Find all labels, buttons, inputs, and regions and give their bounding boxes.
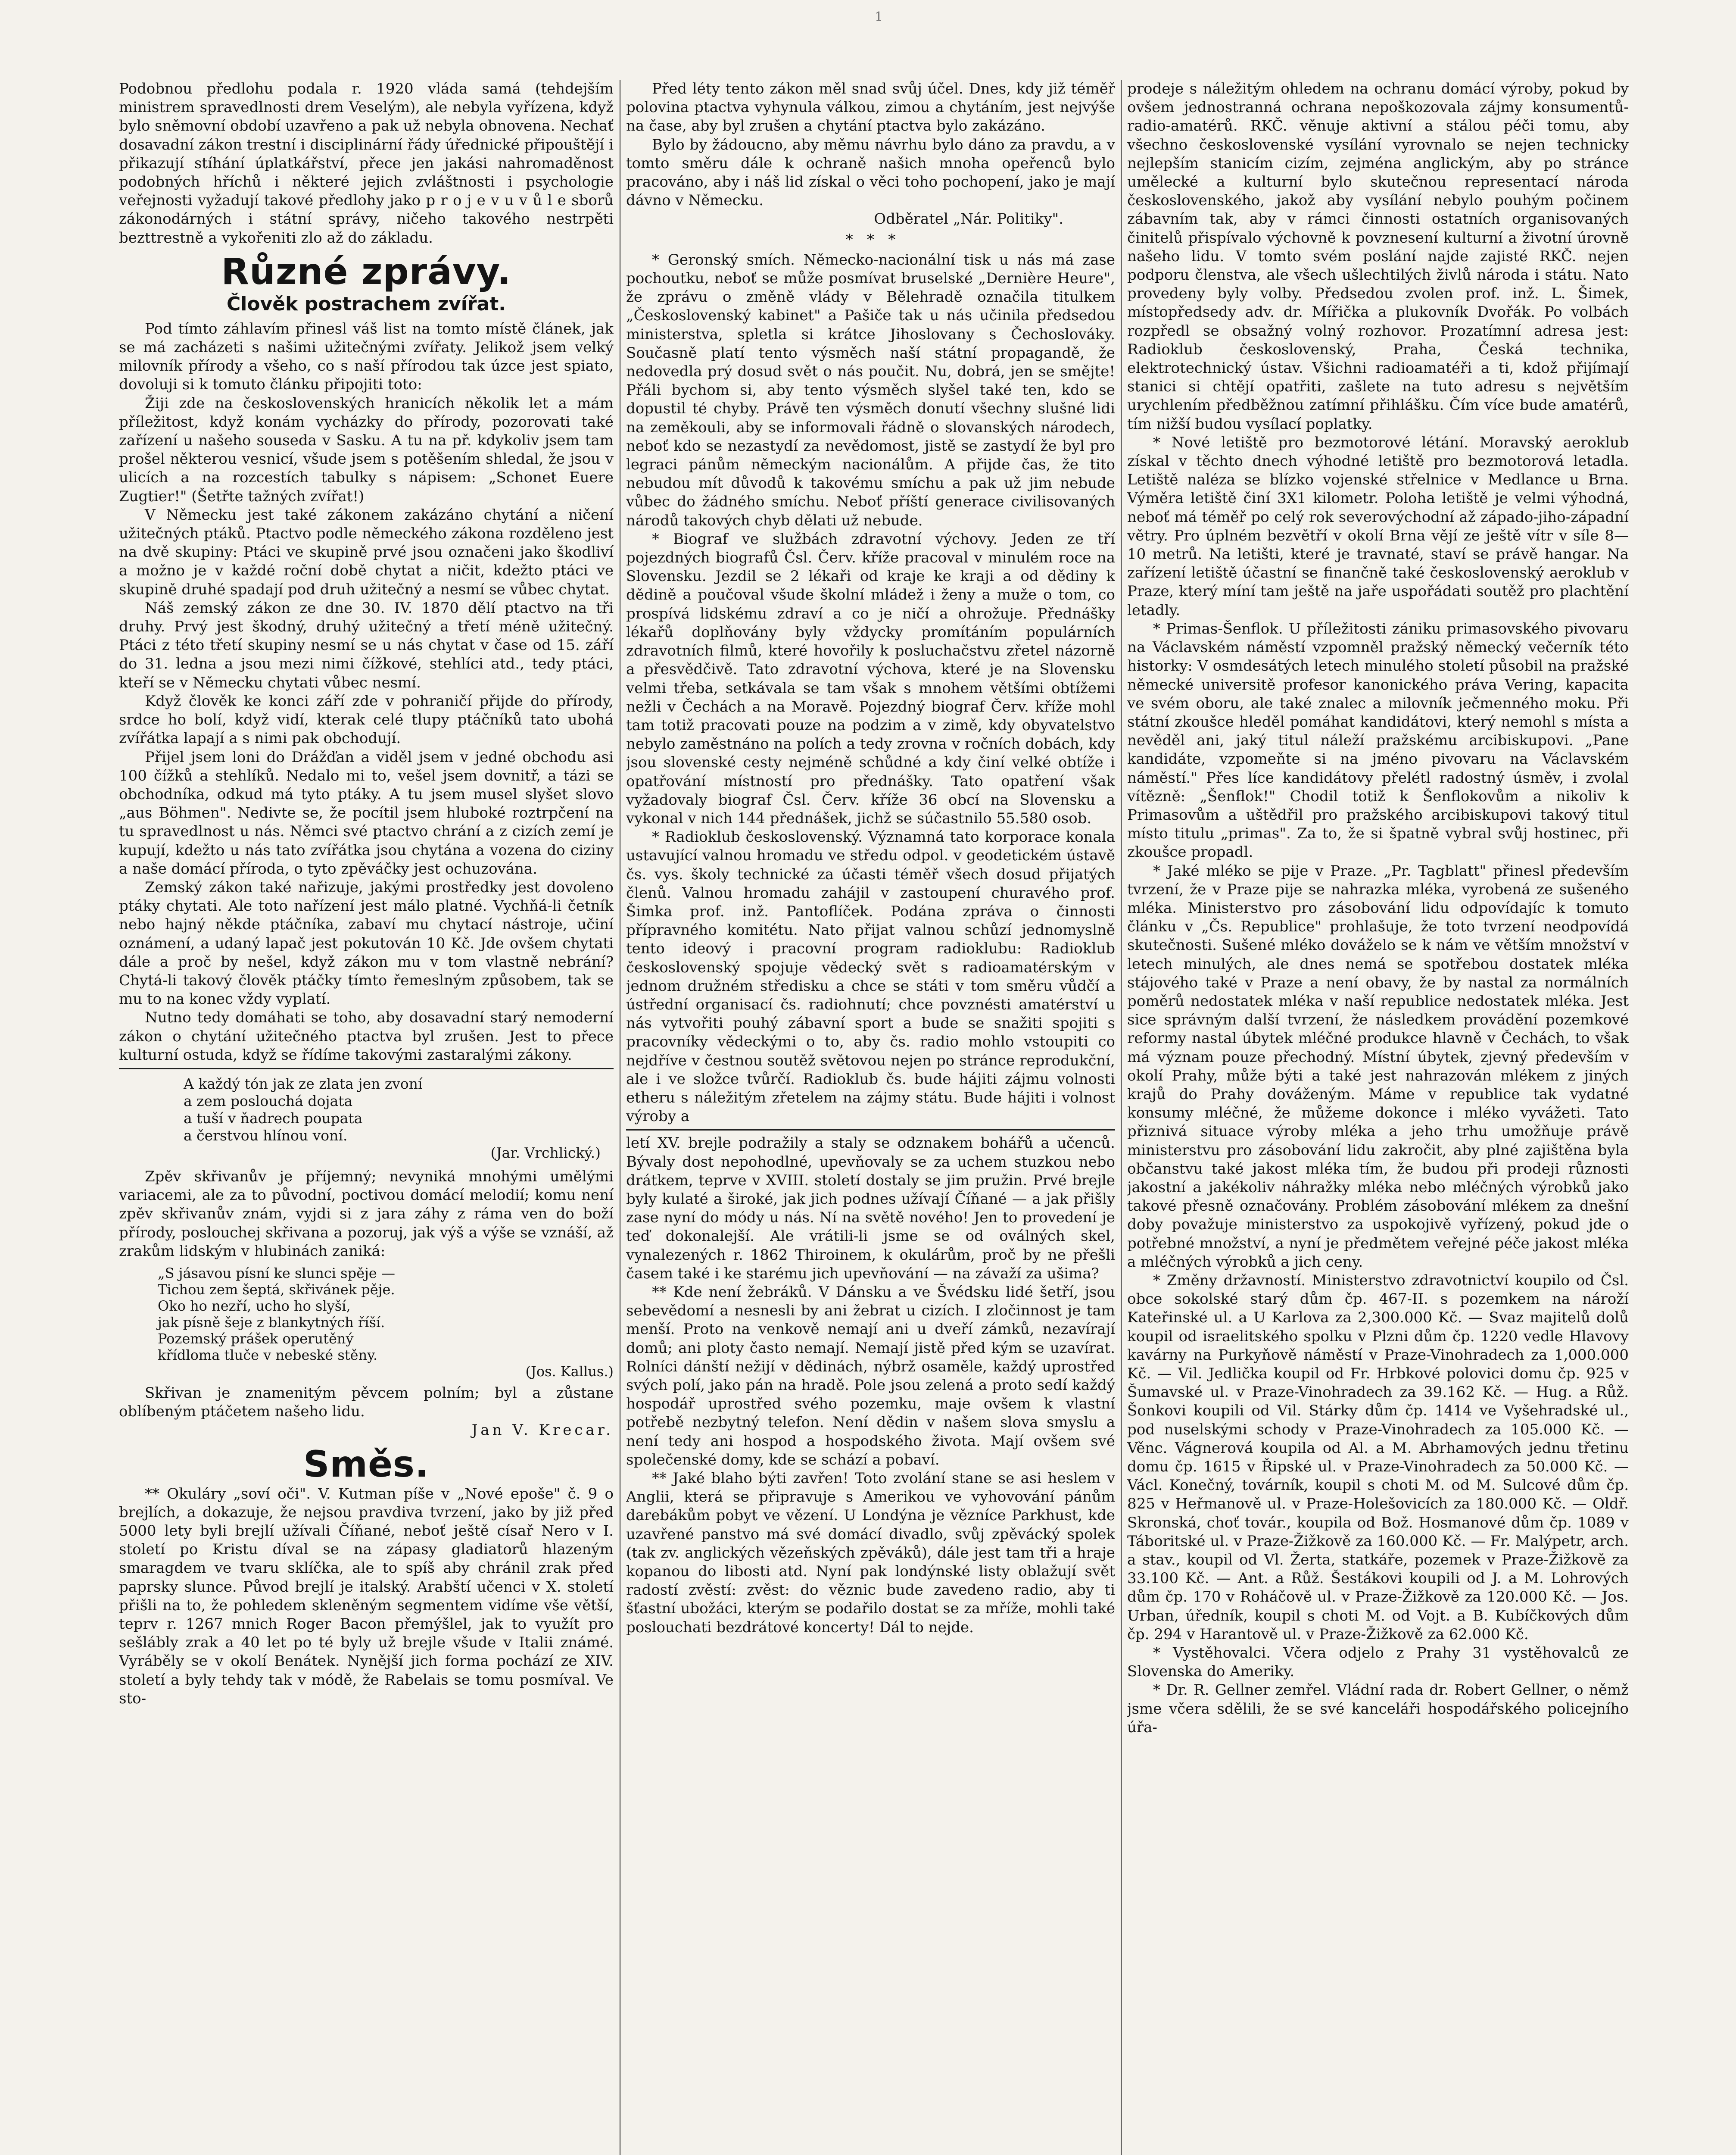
news-item: ** Jaké blaho býti zavřen! Toto zvolání stane se asi heslem v Anglii, která se připravuje s Amerikou ve vyhovování pánům darebákům pobyt ve vězení. U Londýna je vězníce Parkhust, kde uzavřené panstvo má své domácí divadlo, svůj zpěvácký spolek (tak zv. anglických vězeňských zpěváků), dále jest tam tři a hraje kopanou do libosti atd. Nyní pak londýnské listy oblažují svět radostí zvěstí: zvěst: do věznic bude zavedeno radio, aby ti šťastní ubožáci, kterým se podařilo dostat se za mříže, mohli také poslouchati bezdrátové koncerty! Dál to nejde. <box>626 1470 1115 1636</box>
poem-vrchlicky <box>184 1075 614 1162</box>
article-paragraph: ** Okuláry „soví oči". V. Kutman píše v „Nové epoše" č. 9 o brejlích, a dokazuje, že nejsou pravdiva tvrzení, jako by již před 5000 lety byli brejlí užívali Číňané, neboť ještě císař Nero v I. století po Kristu díval se na zápasy gladiatorů hlazeným smaragdem ve tvaru sklíčka, ale to spíš aby chránil zrak před paprsky slunce. Původ brejlí je italský. Arabští učenci v X. století přišli na to, že pohledem skleněným segmentem vidíme vše větší, teprv r. 1267 mnich Roger Bacon přemýšlel, jak to využít pro sešlábly zrak a 40 let po té byly už brejle všude v Italii známé. Vyráběly se v okolí Benátek. Nynější jich forma pochází ze XIV. století a byly tehdy tak v módě, že Rabelais se tomu posmíval. Ve sto- <box>119 1485 614 1707</box>
article-paragraph: Když člověk ke konci září zde v pohraničí přijde do přírody, srdce ho bolí, když vidí, kterak celé tlupy ptáčníků tato ubohá zvířátka lapají a s nimi pak obchodují. <box>119 692 614 747</box>
poem-line: a tuší v ňadrech poupata <box>184 1109 363 1127</box>
poem-line: a zem poslouchá dojata <box>184 1092 353 1109</box>
article-paragraph: Pod tímto záhlavím přinesl váš list na tomto místě článek, jak se má zacházeti s našimi užitečnými zvířaty. Jelikož jsem velký milovník přírody a všeho, co s naší přírodou tak úzce jest spiato, dovoluji si k tomuto článku připojiti toto: <box>119 320 614 394</box>
divider <box>119 1068 614 1069</box>
article-subtitle: Člověk postrachem zvířat. <box>227 293 506 315</box>
column-3 <box>1127 80 1629 2155</box>
news-item: * Jaké mléko se pije v Praze. „Pr. Tagblatt" přinesl především tvrzení, že v Praze pije se nahrazka mléka, vyrobená ze sušeného mléka. Ministerstvo pro zásobování lidu odpovídajíc k tomuto článku v „Čs. Republice" prohlašuje, že toto tvrzení neodpovídá skutečnosti. Sušené mléko dováželo se k nám ve větším množství v letech minulých, ale dnes nemá se spotřebou dostatek mléka stájového také v Praze a není obavy, že by nastal za normálních poměrů nedostatek mléka v naší republice nedostatek mléka. Jest sice správným další tvrzení, že následkem provádění pozemkové reformy nastal úbytek mléčné produkce hlavně v Čechách, to však má význam pouze přechodný. Místní úbytek, zjevný především v okolí Prahy, může býti a také jest nahrazován mlékem z jiných krajů do Prahy dováženým. Máme v republice tak vydatné konsumy mléčné, že můžeme dokonce i mléko vyvážeti. Tato přiznivá situace výroby mléka a jeho trhu umožňuje právě ministerstvu pro zásobování lidu zakročit, aby plné zajištěna byla občanstvu také jakost mléka tím, že budou při prodeji různosti jakostní a jakékoliv náhražky mléka nebo mléčných výrobků jako takové přesně označovány. Problém zásobování mlékem za dnešní doby považuje ministerstvo za uspokojivě vyřízený, pokud jde o potřebné množství, a nyní je předmětem veřejné péče jakost mléka a mléčných výrobků a jich ceny. <box>1127 862 1629 1271</box>
poem-author: (Jos. Kallus.) <box>525 1363 614 1380</box>
news-item: * Biograf ve službách zdravotní výchovy. Jeden ze tří pojezdných biografů Čsl. Červ. kříže pracoval v minulém roce na Slovensku. Jezdil se 2 lékaři od kraje ke kraji a od dědiny k dědině a poučoval všude školní mládež i ženy a muže o tom, co prospívá lidskému zdraví a co je ničí a ohrožuje. Přednášky lékařů doplňovány byly vždycky promítáním populárních zdravotních filmů, které hovořily k posluchačstvu zřetel názorně a přesvědčivě. Tato zdravotní výchova, které je na Slovensku velmi třeba, setkávala se tam však s mnohem většími obtížemi nežli v Čechách a na Moravě. Pojezdný biograf Červ. kříže mohl tam totiž pracovati pouze na podzim a v zimě, kdy obyvatelstvo nebylo zaměstnáno na polích a tedy zrovna v ročních dobách, kdy jsou slovenské cesty nejméně schůdné a kdy činí velké obtíže i opatřování místností pro přednášky. Tato opatření však vyžadovaly biograf Čsl. Červ. kříže 36 obcí na Slovensku a vykonal v nich 144 přednášek, jichž se súčastnilo 55.580 osob. <box>626 530 1115 827</box>
news-item: * Vystěhovalci. Včera odjelo z Prahy 31 vystěhovalců ze Slovenska do Ameriky. <box>1127 1644 1629 1680</box>
news-item-continued: prodeje s náležitým ohledem na ochranu domácí výroby, pokud by ovšem jednostranná ochrana nepoškozovala zájmy konsumentů-radio-amatérů. RKČ. věnuje aktivní a stálou péči tomu, aby všechno československé vysílání vyrovnalo se nejen technicky nejlepším stanicím cizím, zejména anglickým, aby po stránce umělecké a kulturní bylo skutečnou representací národa československého, jakož aby vysílání nebylo pouhým počinem zábavním tak, aby v rámci činnosti ostatních organisovaných činitelů přispívalo výchovně k povznesení kulturní a životní úrovně našeho lidu. V tomto svém poslání najde zajisté RKČ. nejen podporu členstva, ale všech ušlechtilých živlů národa i státu. Nato provedeny byly volby. Předsedou zvolen prof. inž. L. Šimek, místopředsedy adv. dr. Mířička a plukovník Dvořák. Po volbách rozpředl se obsažný volný rozhovor. Prozatímní adresa jest: Radioklub československý, Praha, Česká technika, elektrotechnický ústav. Všichni radioamatéři a ti, kdož přijímají stanici si chtějí opatřiti, zašlete na tuto adresu s největším urychlením předběžnou zatímní přihlášku. Čím více bude amatérů, tím nižší budou vysílací poplatky. <box>1127 80 1629 433</box>
article-paragraph: Žiji zde na československých hranicích několik let a mám příležitost, když konám vycházky do přírody, pozorovati také zařízení u našeho souseda v Sasku. A tu na př. kdykoliv jsem tam prošel některou vesnicí, všude jsem s potěšením shledal, že jsou v ulicích a na rozcestích tabulky s nápisem: „Schonet Euere Zugtier!" (Šetřte tažných zvířat!) <box>119 394 614 505</box>
article-paragraph: Skřivan je znamenitým pěvcem polním; byl a zůstane oblíbeným ptáčetem našeho lidu. <box>119 1384 614 1421</box>
article-signature: Odběratel „Nár. Politiky". <box>874 210 1063 228</box>
poem-author: (Jar. Vrchlický.) <box>490 1144 601 1161</box>
section-title-smes: Směs. <box>303 1443 429 1485</box>
article-paragraph: Nutno tedy domáhati se toho, aby dosavadní starý nemoderní zákon o chytání užitečného ptactva byl zrušen. Jest to přece kulturní ostuda, když se řídíme takovými zastaralými zákony. <box>119 1009 614 1064</box>
article-paragraph: Zemský zákon také nařizuje, jakými prostředky jest dovoleno ptáky chytati. Ale toto nařízení jest málo platné. Vychňá-li četník nebo hajný někde ptáčníka, zabaví mu chytací nástroje, učiní oznámení, a udaný lapač jest pokutován 10 Kč. Jde ovšem chytati dále a proč by nešel, když zákon mu v tom vlastně nebrání? Chytá-li takový člověk ptáčky tímto řemeslným způsobem, tak se mu to na konec vždy vyplatí. <box>119 878 614 1008</box>
article-paragraph: V Německu jest také zákonem zakázáno chytání a ničení užitečných ptáků. Ptactvo podle německého zákona rozděleno jest na dvě skupiny: Ptáci ve skupině prvé jsou označeni jako škodliví a možno je v každé roční době chytat a ničit, kdežto ptáci ve skupině druhé spadají pod druh užitečný a nesmí se vůbec chytat. <box>119 506 614 598</box>
article-intro-paragraph: Podobnou předlohu podala r. 1920 vláda samá (tehdejším ministrem spravedlnosti drem Veselým), ale nebyla vyřízena, když bylo sněmovní období uzavřeno a pak už nebyla obnovena. Nechať dosavadní zákon trestní i disciplinární řády úřednické připouštějí i přikazují stíhání úplatkářství, přece jen jakási nahromaděnost podobných hříchů i některé jejich zvláštnosti i psychologie veřejnosti vyžadují takové předlohy jako p r o j e v u v ů l e sborů zákonodárných i státní správy, ničeho takového nestrpěti bezttrestně a vykořeniti zlo až do základu. <box>119 80 614 247</box>
poem-line: Pozemský prášek operutěný <box>158 1330 354 1347</box>
article-signature: Jan V. Krecar. <box>471 1421 614 1439</box>
news-item-continued: letí XV. brejle podražily a staly se odznakem bohářů a učenců. Bývaly dost nepohodlné, upevňovaly se za uchem stuzkou nebo drátkem, teprve v XVIII. století dostaly se jim pružin. Prvé brejle byly kulaté a široké, jak jich podnes užívají Číňané — a jak přišly zase nyní do módy u nás. Ní na světě nového! Jen to provedení je teď dokonalejší. Ale vrátili-li jsme se od oválných skel, vynalezených r. 1862 Thiroinem, k okulárům, proč by ne přešli časem také i ke starému jich upevňování — na závaží za ušima? <box>626 1134 1115 1282</box>
news-item: ** Kde není žebráků. V Dánsku a ve Švédsku lidé šetří, jsou sebevědomí a nesnesli by ani žebrat u cizích. I zločinnost je tam menší. Proto na venkově nemají ani u dveří zámků, nezavírají domů; ani ploty často nemají. Nemají jistě před kým se uzavírat. Rolníci dánští nežijí v dědinách, nýbrž osaměle, každý uprostřed svých polí, jako pán na hradě. Pole jsou zelená a proto sedí každý hospodář uprostřed svého pozemku, maje ovšem k vlastní potřebě nezbytný telefon. Není dědin v našem slova smyslu a není tedy ani hospod a hospodského života. Mají ovšem své společenské domy, kde se schází a pobaví. <box>626 1284 1115 1468</box>
column-2 <box>626 80 1115 2155</box>
section-title-ruzne-zpravy: Různé zprávy. <box>221 250 511 293</box>
article-paragraph: Náš zemský zákon ze dne 30. IV. 1870 dělí ptactvo na tři druhy. Prvý jest škodný, druhý užitečný a třetí méně užitečný. Ptáci z této třetí skupiny nesmí se u nás chytat v čase od 15. září do 31. ledna a jsou mezi nimi čížkové, stehlíci atd., tedy ptáci, kteří se v Německu chytati vůbec nesmí. <box>119 599 614 691</box>
poem-line: křídloma tluče v nebeské stěny. <box>158 1346 378 1363</box>
article-paragraph: Přijel jsem loni do Drážďan a viděl jsem v jedné obchodu asi 100 čížků a stehlíků. Nedalo mi to, vešel jsem dovnitř, a tázi se obchodníka, odkud má tyto ptáky. A tu jsem musel slyšet slovo „aus Böhmen". Nedivte se, že pocítil jsem hluboké roztrpčení na tu spravedlnost u nás. Němci své ptactvo chrání a z cizích zemí je kupují, kdežto u nás tato zvířátka jsou chytána a vozena do ciziny a naše domácí příroda, o tyto zpěváčky jest ochuzována. <box>119 748 614 878</box>
separator-stars: * * * <box>845 231 896 248</box>
article-paragraph: Před léty tento zákon měl snad svůj účel. Dnes, kdy již téměř polovina ptactva vyhynula válkou, zimou a chytáním, jest nejvýše na čase, aby byl zrušen a chytání ptactva bylo zakázáno. <box>626 80 1115 135</box>
article-paragraph: Bylo by žádoucno, aby měmu návrhu bylo dáno za pravdu, a v tomto směru dále k ochraně našich mnoha opeřenců bylo pracováno, aby i náš lid získal o věci toho pochopení, jako je mají dávno v Německu. <box>626 136 1115 209</box>
poem-line: Oko ho nezří, ucho ho slyší, <box>158 1297 351 1314</box>
news-item: * Nové letiště pro bezmotorové létání. Moravský aeroklub získal v těchto dnech výhodné letiště pro bezmotorová letadla. Letiště naléza se blízko vojenské střelnice v Medlance u Brna. Výměra letiště činí 3X1 kilometr. Poloha letiště je velmi výhodná, neboť má téměř po celý rok severovýchodní až západo-jiho-západní větry. Pro úplném bezvětří v okolí Brna vějí ze ještě vítr v síle 8—10 metrů. Na letišti, které je travnaté, staví se právě hangar. Na zařízení letiště účastní se finančně také československý aeroklub v Praze, který míní tam ještě na jaře uspořádati soutěž pro plachtění letadly. <box>1127 434 1629 619</box>
news-item: * Primas-Šenflok. U příležitosti zániku primasovského pivovaru na Václavském náměstí vzpomněl pražský německý večerník této historky: V osmdesátých letech minulého století působil na pražské německé universitě profesor kanonického práva Vering, kapacita ve svém oboru, ale také znalec a milovník ječmenného moku. Při státní zkoušce hleděl pomáhat kandidátovi, který nemohl s místa a nevěděl ani, jaký titul náleží pražskému arcibiskupovi. „Pane kandidáte, vzpomeňte si na jméno pivovaru na Václavském náměstí." Přes líce kandidátovy přelétl radostný úsměv, i zvolal vítězně: „Šenflok!" Chodil totiž k Šenflokovům a nikoliv k Primasovům a uštědřil pro pražského arcibiskupovi takový titul místo titulu „primas". Za to, že si špatně vybral svůj hostinec, při zkoušce propadl. <box>1127 620 1629 861</box>
news-item: * Radioklub československý. Významná tato korporace konala ustavující valnou hromadu ve středu odpol. v geodetickém ústavě čs. vys. školy technické za účasti téměř všech dosud přijatých členů. Valnou hromadu zahájil v zastoupení churavého prof. Šimka prof. inž. Pantoflíček. Podána zpráva o činnosti přípravného komitétu. Nato přijat valnou schůzí jednomyslně tento ideový i pracovní program radioklubu: Radioklub československý spojuje vědecký svět s radioamatérským v jednom družném středisku a chce se státi v tom směru vůdčí a ústřední organisací čs. radiohnutí; chce povznésti amatérství u nás vytvořiti pouhý zábavní sport a bude se snažiti spojiti s pracovníky vědeckými o to, aby čs. radio mohlo vstoupiti co nejdříve v čestnou soutěž světovou nejen po stránce reprodukční, ale i ve složce tvůrčí. Radioklub čs. bude hájiti zájmu volnosti etheru s náležitým zřetelem na zájmy státu. Bude hájiti i volnost výroby a <box>626 828 1115 1125</box>
poem-line: a čerstvou hlínou voní. <box>184 1127 348 1144</box>
poem-line: jak písně šeje z blankytných říší. <box>158 1314 385 1330</box>
divider <box>626 1129 1115 1131</box>
news-item: * Změny državností. Ministerstvo zdravotnictví koupilo od Čsl. obce sokolské starý dům čp. 467-II. s pozemkem na nároží Kateřinské ul. a U Karlova za 2,300.000 Kč. — Svaz majitelů dolů koupil od israelitského spolku v Plzni dům čp. 1220 vedle Hlavovy kavárny na Purkyňově náměstí v Praze-Vinohradech za 1,000.000 Kč. — Vil. Jedlička koupil od Fr. Hrbkové polovici domu čp. 925 v Šumavské ul. v Praze-Vinohradech za 39.162 Kč. — Hug. a Růž. Šonkovi koupili od Vil. Stárky dům čp. 1414 ve Vyšehradské ul., pod nuselskými schody v Praze-Vinohradech za 105.000 Kč. — Věnc. Vágnerová koupila od Al. a M. Abrhamových jednu třetinu domu čp. 1615 v Řipské ul. v Praze-Vinohradech za 50.000 Kč. — Václ. Konečný, továrník, koupil s choti M. od M. Sulcové dům čp. 825 v Heřmanově ul. v Praze-Holešovicích za 180.000 Kč. — Oldř. Skronská, choť továr., koupila od Bož. Hosmanové dům čp. 1089 v Táboritské ul. v Praze-Žižkově za 160.000 Kč. — Fr. Malýpetr, arch. a stav., koupil od Vl. Žerta, statkáře, pozemek v Praze-Žižkově za 33.100 Kč. — Ant. a Růž. Šestákovi koupili od J. a M. Lohrových dům čp. 170 v Roháčově ul. v Praze-Žižkově za 120.000 Kč. — Jos. Urban, úředník, koupil s choti M. od Vojt. a B. Kubíčkových dům čp. 294 v Harantově ul. v Praze-Žižkově za 62.000 Kč. <box>1127 1272 1629 1643</box>
column-rule-2 <box>1121 80 1122 2155</box>
article-paragraph: Zpěv skřivanův je příjemný; nevyniká mnohými umělými variacemi, ale za to původní, poctivou domácí melodií; komu není zpěv skřivanův znám, vyjdi si z jara záhy z ráma ven do boží přírody, poslouchej skřivana a pozoruj, jak výš a výše se vznáší, až zrakům lidským v hlubinách zaniká: <box>119 1168 614 1260</box>
poem-line: Tichou zem šeptá, skřivánek pěje. <box>158 1281 395 1298</box>
page-mark: 1 <box>875 9 883 25</box>
news-item: * Dr. R. Gellner zemřel. Vládní rada dr. Robert Gellner, o němž jsme včera sdělili, že se své kanceláři hospodářského policejního úřa- <box>1127 1681 1629 1736</box>
news-item: * Geronský smích. Německo-nacionální tisk u nás má zase pochoutku, neboť se může posmívat bruselské „Dernière Heure", že zprávu o změně vlády v Bělehradě označila titulkem „Československý kabinet" a Pašiče tak u nás učinila předsedou ministerstva, spletla si krátce Jihoslovany s Čechoslováky. Současně platí tento výsměch naší státní propagandě, že nedovedla prý dosud svět o nás poučit. Nu, dobrá, jen se smějte! Přáli bychom si, aby tento výsměch slyšel také ten, kdo se dopustil té chyby. Právě ten výsměch donutí všechny slušné lidi na zeměkouli, aby se informovali řádně o slovanských národech, neboť kdo se nezastydí za nevědomost, jistě se zastydí že byl pro legraci pánům německým nacionálům. A přijde čas, že tito nebudou mít důvodů k takovému smíchu a pak už jim nebude vůbec do žádného smíchu. Neboť příští generace civilisovaných národů takových chyb dělati už nebude. <box>626 251 1115 529</box>
poem-kallus <box>158 1265 614 1380</box>
poem-line: „S jásavou písní ke slunci spěje — <box>158 1265 396 1281</box>
column-1 <box>119 80 614 2155</box>
poem-line: A každý tón jak ze zlata jen zvoní <box>184 1075 423 1092</box>
